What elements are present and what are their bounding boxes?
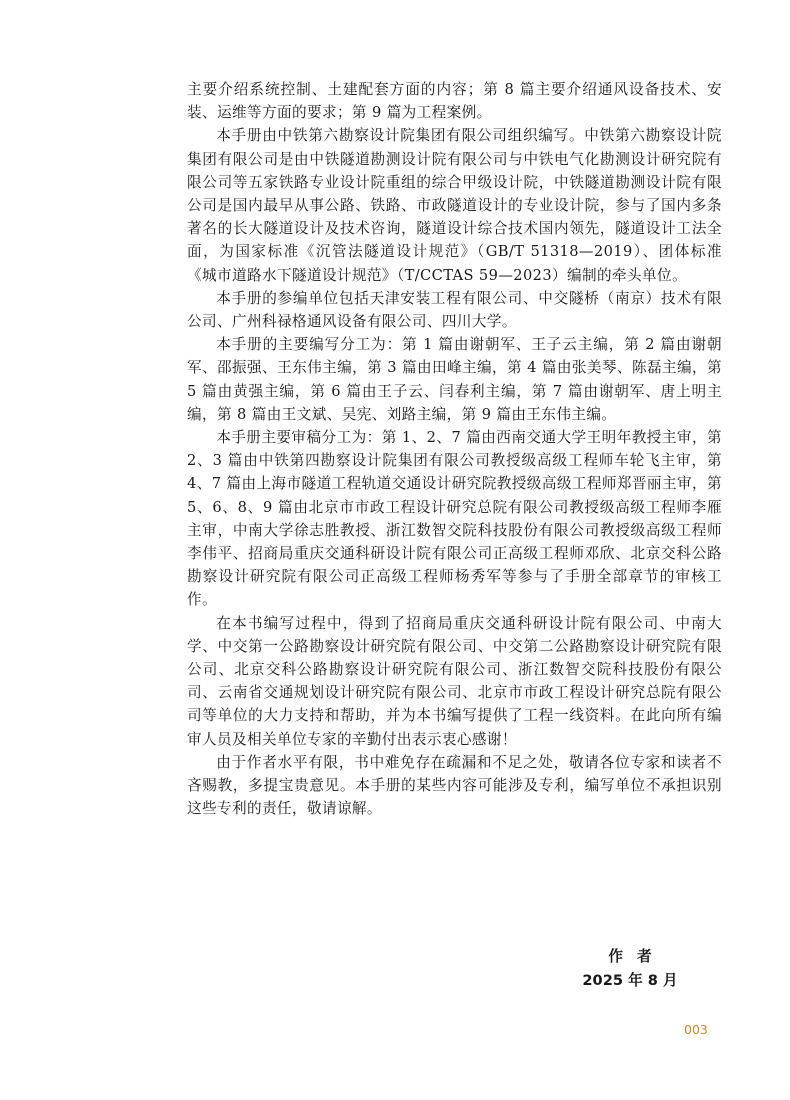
paragraph-editor-division: 本手册的主要编写分工为：第 1 篇由谢朝军、王子云主编，第 2 篇由谢朝军、邵振强、王东伟主编，第 3 篇由田峰主编，第 4 篇由张美琴、陈磊主编，第 5 篇由黄强主编，第 6 篇由王子云、闫春利主编，第 7 篇由谢朝军、唐上明主编，第 8 篇由王文斌、吴宪、刘路主编，第 9 篇由王东伟主编。 xyxy=(187,336,722,423)
paragraph-disclaimer: 由于作者水平有限，书中难免存在疏漏和不足之处，敬请各位专家和读者不吝赐教，多提宝贵意见。本手册的某些内容可能涉及专利，编写单位不承担识别这些专利的责任，敬请谅解。 xyxy=(187,753,722,818)
signature-block xyxy=(560,945,700,993)
body-text xyxy=(187,78,722,821)
paragraph-continuation: 主要介绍系统控制、土建配套方面的内容；第 8 篇主要介绍通风设备技术、安装、运维等方面的要求；第 9 篇为工程案例。 xyxy=(187,81,722,122)
page-number: 003 xyxy=(684,1022,708,1037)
paragraph-acknowledgement: 在本书编写过程中，得到了招商局重庆交通科研设计院有限公司、中南大学、中交第一公路勘察设计研究院有限公司、中交第二公路勘察设计研究院有限公司、北京交科公路勘察设计研究院有限公司、浙江数智交院科技股份有限公司、云南省交通规划设计研究院有限公司、北京市市政工程设计研究总院有限公司等单位的大力支持和帮助，并为本书编写提供了工程一线资料。在此向所有编审人员及相关单位专家的辛勤付出表示衷心感谢！ xyxy=(187,614,722,748)
paragraph-organizer: 本手册由中铁第六勘察设计院集团有限公司组织编写。中铁第六勘察设计院集团有限公司是由中铁隧道勘测设计院有限公司与中铁电气化勘测设计研究院有限公司等五家铁路专业设计院重组的综合甲级设计院，中铁隧道勘测设计院有限公司是国内最早从事公路、铁路、市政隧道设计的专业设计院，参与了国内多条著名的长大隧道设计及技术咨询，隧道设计综合技术国内领先，隧道设计工法全面，为国家标准《沉管法隧道设计规范》（GB/T 51318—2019）、团体标准《城市道路水下隧道设计规范》（T/CCTAS 59—2023）编制的牵头单位。 xyxy=(187,127,722,284)
paragraph-participants: 本手册的参编单位包括天津安装工程有限公司、中交隧桥（南京）技术有限公司、广州科禄格通风设备有限公司、四川大学。 xyxy=(187,289,722,331)
signature-author: 作者 xyxy=(608,948,666,965)
signature-date: 2025 年 8 月 xyxy=(582,972,678,989)
paragraph-review-division: 本手册主要审稿分工为：第 1、2、7 篇由西南交通大学王明年教授主审，第 2、3 篇由中铁第四勘察设计院集团有限公司教授级高级工程师车轮飞主审，第 4、7 篇由上海市隧道工程轨道交通设计研究院教授级高级工程师郑晋丽主审，第 5、6、8、9 篇由北京市市政工程设计研究总院有限公司教授级高级工程师李雁主审，中南大学徐志胜教授、浙江数智交院科技股份有限公司教授级高级工程师李伟平、招商局重庆交通科研设计院有限公司正高级工程师邓欣、北京交科公路勘察设计研究院有限公司正高级工程师杨秀军等参与了手册全部章节的审核工作。 xyxy=(187,429,722,609)
